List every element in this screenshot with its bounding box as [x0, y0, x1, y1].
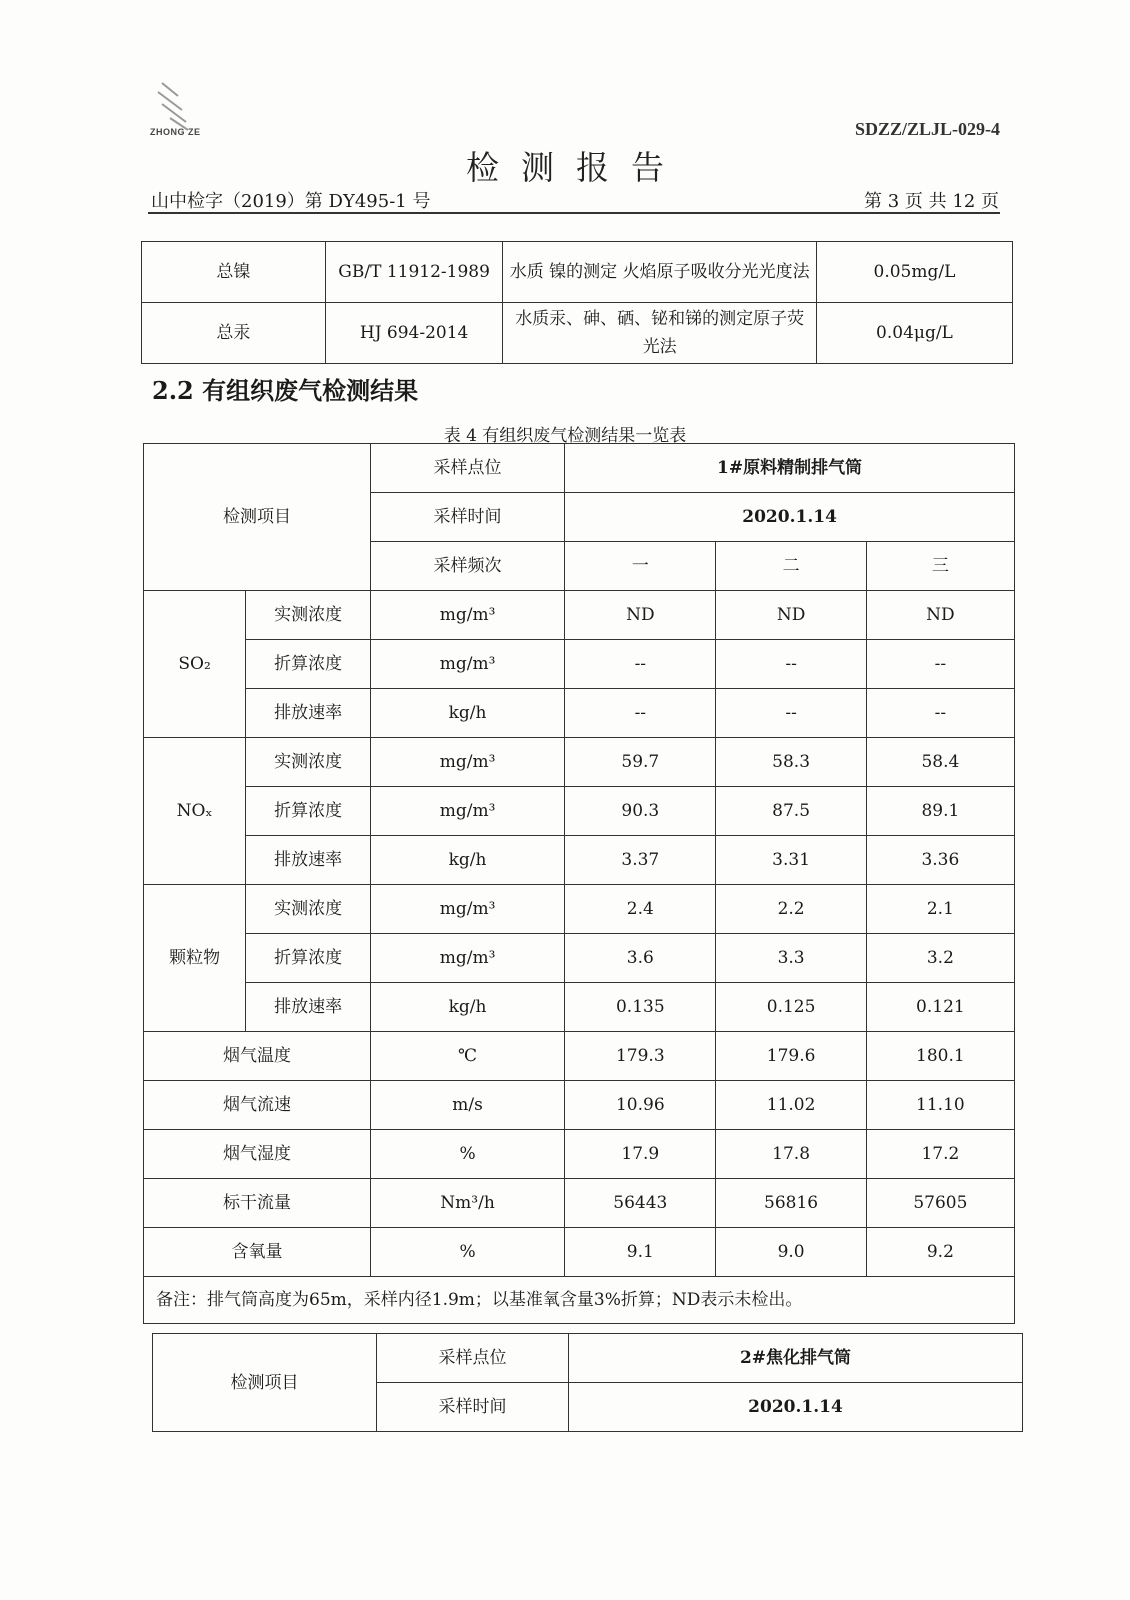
table-row: [144, 934, 1015, 983]
value-cell: 59.7: [565, 738, 716, 787]
unit-cell: kg/h: [370, 836, 564, 885]
unit-cell: mg/m³: [370, 934, 564, 983]
param-cell: 烟气温度: [144, 1032, 371, 1081]
param-cell: 折算浓度: [246, 934, 371, 983]
value-cell: 56816: [716, 1179, 866, 1228]
unit-cell: %: [370, 1228, 564, 1277]
value-cell: 2.2: [716, 885, 866, 934]
value-cell: ND: [866, 591, 1014, 640]
table-row: [142, 303, 1013, 364]
param-cell: 含氧量: [144, 1228, 371, 1277]
value-cell: 3.2: [866, 934, 1014, 983]
value-cell: 87.5: [716, 787, 866, 836]
value-cell: ND: [565, 591, 716, 640]
value-cell: 179.6: [716, 1032, 866, 1081]
value-cell: 57605: [866, 1179, 1014, 1228]
table-row: [144, 836, 1015, 885]
value-cell: 0.121: [866, 983, 1014, 1032]
value-cell: 90.3: [565, 787, 716, 836]
table-row: [144, 738, 1015, 787]
value-cell: --: [716, 689, 866, 738]
report-number: 山中检字（2019）第 DY495-1 号: [151, 191, 431, 212]
freq-cell: 一: [565, 542, 716, 591]
table-row: [142, 242, 1013, 303]
param-cell: 排放速率: [246, 983, 371, 1032]
table-row: [144, 1032, 1015, 1081]
param-cell: 实测浓度: [246, 738, 371, 787]
value-cell: 56443: [565, 1179, 716, 1228]
value-cell: 0.125: [716, 983, 866, 1032]
unit-cell: mg/m³: [370, 738, 564, 787]
header-divider: [148, 212, 1000, 214]
param-cell: 折算浓度: [246, 787, 371, 836]
param-cell: 实测浓度: [246, 591, 371, 640]
table-row: [144, 640, 1015, 689]
value-cell: --: [866, 640, 1014, 689]
unit-cell: ℃: [370, 1032, 564, 1081]
standard-cell: HJ 694-2014: [325, 303, 503, 364]
param-cell: 烟气流速: [144, 1081, 371, 1130]
value-cell: 9.0: [716, 1228, 866, 1277]
value-cell: 3.37: [565, 836, 716, 885]
site-value: 2#焦化排气筒: [569, 1334, 1023, 1383]
value-cell: 3.3: [716, 934, 866, 983]
table-row: [144, 444, 1015, 493]
table-row: [144, 983, 1015, 1032]
group-cell: NOₓ: [144, 738, 246, 885]
table-caption: 表 4 有组织废气检测结果一览表: [443, 426, 687, 446]
value-cell: ND: [716, 591, 866, 640]
site-label: 采样点位: [377, 1334, 569, 1383]
time-label: 采样时间: [377, 1383, 569, 1432]
results-table: [143, 443, 1015, 1324]
value-cell: 3.31: [716, 836, 866, 885]
value-cell: 179.3: [565, 1032, 716, 1081]
value-cell: 58.4: [866, 738, 1014, 787]
freq-cell: 三: [866, 542, 1014, 591]
table-row: [144, 787, 1015, 836]
unit-cell: mg/m³: [370, 640, 564, 689]
time-label: 采样时间: [370, 493, 564, 542]
time-value: 2020.1.14: [565, 493, 1015, 542]
param-cell: 排放速率: [246, 836, 371, 885]
unit-cell: m/s: [370, 1081, 564, 1130]
unit-cell: kg/h: [370, 983, 564, 1032]
param-cell: 实测浓度: [246, 885, 371, 934]
limit-cell: 0.04μg/L: [816, 303, 1012, 364]
value-cell: --: [565, 689, 716, 738]
standard-cell: GB/T 11912-1989: [325, 242, 503, 303]
value-cell: 180.1: [866, 1032, 1014, 1081]
unit-cell: mg/m³: [370, 885, 564, 934]
value-cell: 9.1: [565, 1228, 716, 1277]
value-cell: 9.2: [866, 1228, 1014, 1277]
value-cell: 2.1: [866, 885, 1014, 934]
methods-table: [141, 241, 1013, 364]
method-cell: 水质 镍的测定 火焰原子吸收分光光度法: [503, 242, 816, 303]
table-row: [144, 885, 1015, 934]
page-number: 第 3 页 共 12 页: [864, 191, 999, 212]
value-cell: 3.36: [866, 836, 1014, 885]
group-cell: SO₂: [144, 591, 246, 738]
value-cell: --: [716, 640, 866, 689]
value-cell: 89.1: [866, 787, 1014, 836]
value-cell: 17.2: [866, 1130, 1014, 1179]
item-cell: 总汞: [142, 303, 326, 364]
table-row: [144, 1081, 1015, 1130]
table-row: [144, 1130, 1015, 1179]
page-title: 检测报告: [466, 148, 686, 187]
group-cell: 颗粒物: [144, 885, 246, 1032]
value-cell: 11.10: [866, 1081, 1014, 1130]
param-cell: 标干流量: [144, 1179, 371, 1228]
value-cell: 17.9: [565, 1130, 716, 1179]
value-cell: 3.6: [565, 934, 716, 983]
freq-label: 采样频次: [370, 542, 564, 591]
unit-cell: mg/m³: [370, 591, 564, 640]
value-cell: 2.4: [565, 885, 716, 934]
section-heading: 2.2 有组织废气检测结果: [152, 376, 419, 405]
value-cell: 10.96: [565, 1081, 716, 1130]
item-header: 检测项目: [153, 1334, 377, 1432]
limit-cell: 0.05mg/L: [816, 242, 1012, 303]
table-row: [153, 1334, 1023, 1383]
next-results-table: [152, 1333, 1023, 1432]
param-cell: 排放速率: [246, 689, 371, 738]
item-header: 检测项目: [144, 444, 371, 591]
unit-cell: kg/h: [370, 689, 564, 738]
table-row: [144, 1228, 1015, 1277]
method-cell: 水质汞、砷、硒、铋和锑的测定原子荧光法: [503, 303, 816, 364]
param-cell: 折算浓度: [246, 640, 371, 689]
site-value: 1#原料精制排气筒: [565, 444, 1015, 493]
table-row: [144, 1179, 1015, 1228]
site-label: 采样点位: [370, 444, 564, 493]
document-code: SDZZ/ZLJL-029-4: [854, 119, 1000, 139]
param-cell: 烟气湿度: [144, 1130, 371, 1179]
value-cell: 17.8: [716, 1130, 866, 1179]
value-cell: --: [565, 640, 716, 689]
table-row: [144, 1277, 1015, 1324]
unit-cell: %: [370, 1130, 564, 1179]
table-row: [144, 689, 1015, 738]
unit-cell: Nm³/h: [370, 1179, 564, 1228]
time-value: 2020.1.14: [569, 1383, 1023, 1432]
unit-cell: mg/m³: [370, 787, 564, 836]
table-note: 备注：排气筒高度为65m，采样内径1.9m；以基准氧含量3%折算；ND表示未检出。: [144, 1277, 1015, 1324]
value-cell: 11.02: [716, 1081, 866, 1130]
logo-text: ZHONG ZE: [150, 127, 201, 137]
value-cell: 58.3: [716, 738, 866, 787]
item-cell: 总镍: [142, 242, 326, 303]
table-row: [144, 591, 1015, 640]
freq-cell: 二: [716, 542, 866, 591]
value-cell: 0.135: [565, 983, 716, 1032]
value-cell: --: [866, 689, 1014, 738]
